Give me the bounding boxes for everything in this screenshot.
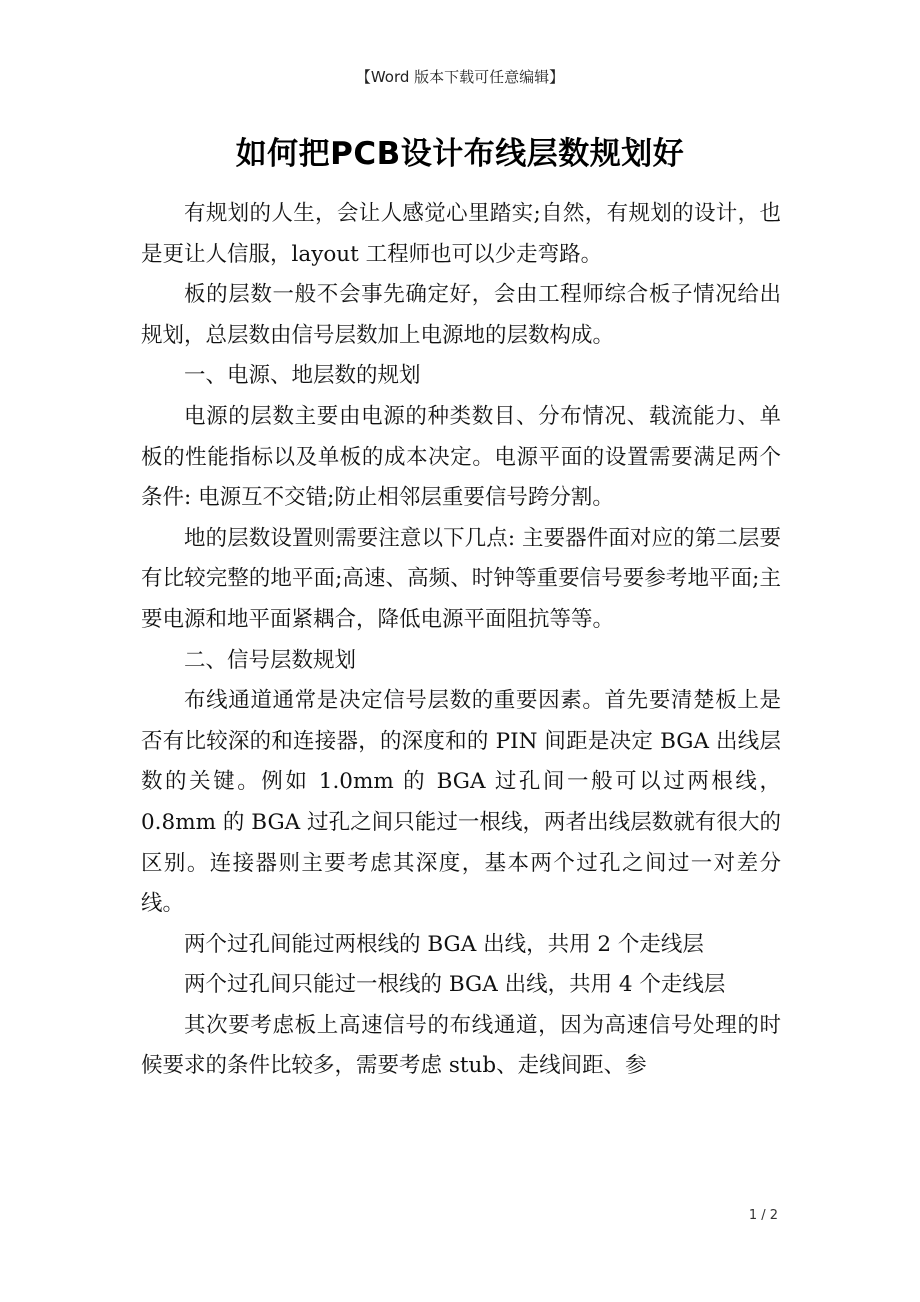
paragraph: 板的层数一般不会事先确定好，会由工程师综合板子情况给出规划，总层数由信号层数加上电源地的层数构成。	[141, 282, 781, 348]
paragraph: 两个过孔间能过两根线的 BGA 出线，共用 2 个走线层	[184, 931, 704, 957]
document-body	[141, 194, 781, 1087]
paragraph: 电源的层数主要由电源的种类数目、分布情况、载流能力、单板的性能指标以及单板的成本决定。电源平面的设置需要满足两个条件: 电源互不交错;防止相邻层重要信号跨分割。	[141, 403, 781, 511]
paragraph: 布线通道通常是决定信号层数的重要因素。首先要清楚板上是否有比较深的和连接器，的深度和的 PIN 间距是决定 BGA 出线层数的关键。例如 1.0mm 的 BGA 过孔间一般可以过两根线，0.8mm 的 BGA 过孔之间只能过一根线，两者出线层数就有很大的区别。连接器则主要考虑其深度，基本两个过孔之间过一对差分线。	[141, 688, 781, 917]
paragraph: 其次要考虑板上高速信号的布线通道，因为高速信号处理的时候要求的条件比较多，需要考虑 stub、走线间距、参	[141, 1012, 781, 1079]
section-heading: 二、信号层数规划	[184, 647, 357, 673]
page-number: 1 / 2	[748, 1208, 778, 1223]
paragraph: 两个过孔间只能过一根线的 BGA 出线，共用 4 个走线层	[184, 972, 726, 998]
paragraph: 有规划的人生，会让人感觉心里踏实;自然，有规划的设计，也是更让人信服，layout 工程师也可以少走弯路。	[141, 201, 781, 267]
section-heading: 一、电源、地层数的规划	[184, 363, 421, 389]
header-note: 【Word 版本下载可任意编辑】	[355, 68, 565, 86]
paragraph: 地的层数设置则需要注意以下几点: 主要器件面对应的第二层要有比较完整的地平面;高速、高频、时钟等重要信号要参考地平面;主要电源和地平面紧耦合，降低电源平面阻抗等等。	[141, 525, 781, 632]
document-title: 如何把PCB设计布线层数规划好	[235, 136, 685, 172]
